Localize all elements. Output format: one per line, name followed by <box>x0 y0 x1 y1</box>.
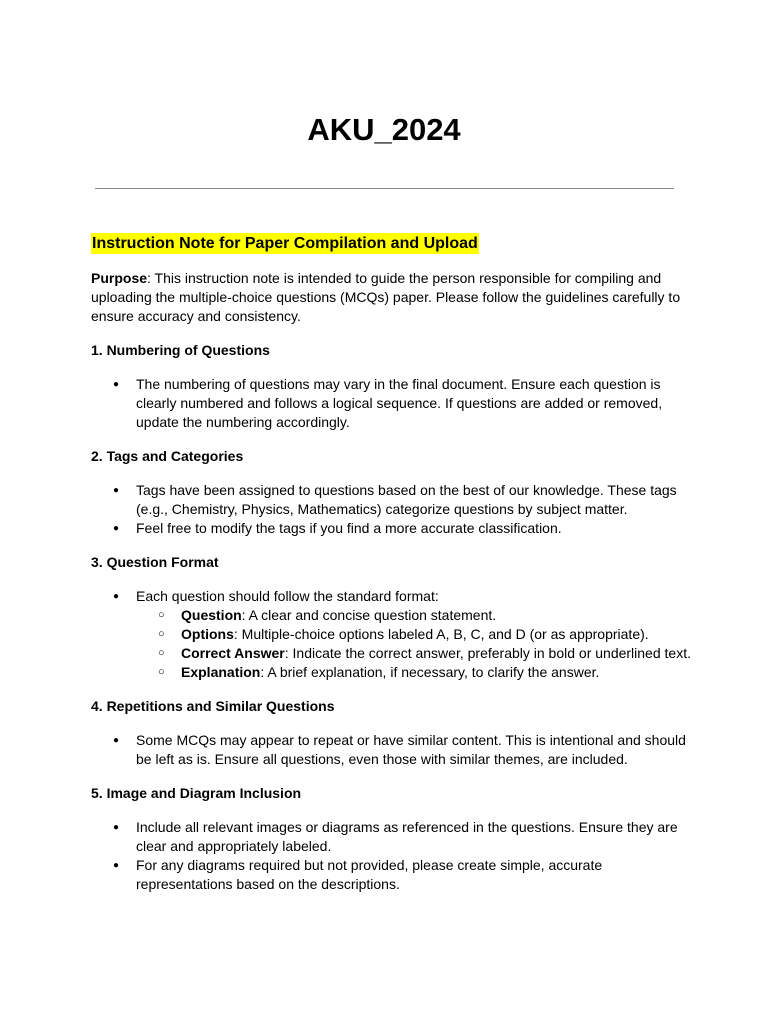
sub-bullet-text: : A clear and concise question statement. <box>241 607 497 623</box>
bullet-item: ● The numbering of questions may vary in the final document. Ensure each question is clearly numbered and follows a logical sequence. If questions are added or removed, update the numbering accordingly. <box>136 375 691 432</box>
sub-bullet-item <box>181 606 691 625</box>
section-title-images: 5. Image and Diagram Inclusion <box>91 785 302 801</box>
heading-line <box>91 233 691 254</box>
purpose-text: : This instruction note is intended to guide the person responsible for compiling and uploading the multiple-choice questions (MCQs) paper. Please follow the guidelines carefully to ensure accuracy and consistency. <box>91 270 681 324</box>
bullet-item <box>136 587 691 682</box>
sub-bullet-text: : A brief explanation, if necessary, to clarify the answer. <box>260 664 600 680</box>
sub-bullet-label: Correct Answer <box>181 645 285 661</box>
sub-bullet-label: Options <box>181 626 234 642</box>
sub-bullet-item <box>181 663 691 682</box>
document-title: AKU_2024 <box>307 112 461 147</box>
section-title-repetitions: 4. Repetitions and Similar Questions <box>91 698 335 714</box>
sub-bullet-label: Explanation <box>181 664 261 680</box>
bullet-item: ● Include all relevant images or diagrams as referenced in the questions. Ensure they are clear and appropriately labeled. <box>136 818 691 856</box>
horizontal-rule <box>95 188 674 189</box>
bullet-list <box>91 731 691 769</box>
document-body <box>91 233 691 894</box>
section-title-format: 3. Question Format <box>91 554 219 570</box>
bullet-text: Each question should follow the standard format: <box>136 588 439 604</box>
section-title-numbering: 1. Numbering of Questions <box>91 342 270 358</box>
sub-bullet-text: : Multiple-choice options labeled A, B, C, and D (or as appropriate). <box>233 626 649 642</box>
bullet-item: ● For any diagrams required but not provided, please create simple, accurate representations based on the descriptions. <box>136 856 691 894</box>
bullet-item: ● Some MCQs may appear to repeat or have similar content. This is intentional and should be left as is. Ensure all questions, even those with similar themes, are included. <box>136 731 691 769</box>
purpose-label: Purpose <box>91 270 148 286</box>
section-title-tags: 2. Tags and Categories <box>91 448 244 464</box>
sub-bullet-text: : Indicate the correct answer, preferably in bold or underlined text. <box>284 645 691 661</box>
sub-bullet-label: Question <box>181 607 242 623</box>
highlighted-heading: Instruction Note for Paper Compilation and Upload <box>92 235 478 252</box>
sub-bullet-item <box>181 625 691 644</box>
bullet-list <box>91 587 691 682</box>
sub-bullet-list <box>136 606 691 682</box>
bullet-list <box>91 481 691 538</box>
bullet-list <box>91 375 691 432</box>
purpose-paragraph <box>91 269 691 326</box>
bullet-item: ● Feel free to modify the tags if you find a more accurate classification. <box>136 519 691 538</box>
bullet-item: ● Tags have been assigned to questions based on the best of our knowledge. These tags (e.g., Chemistry, Physics, Mathematics) categorize questions by subject matter. <box>136 481 691 519</box>
bullet-list <box>91 818 691 894</box>
sub-bullet-item <box>181 644 691 663</box>
